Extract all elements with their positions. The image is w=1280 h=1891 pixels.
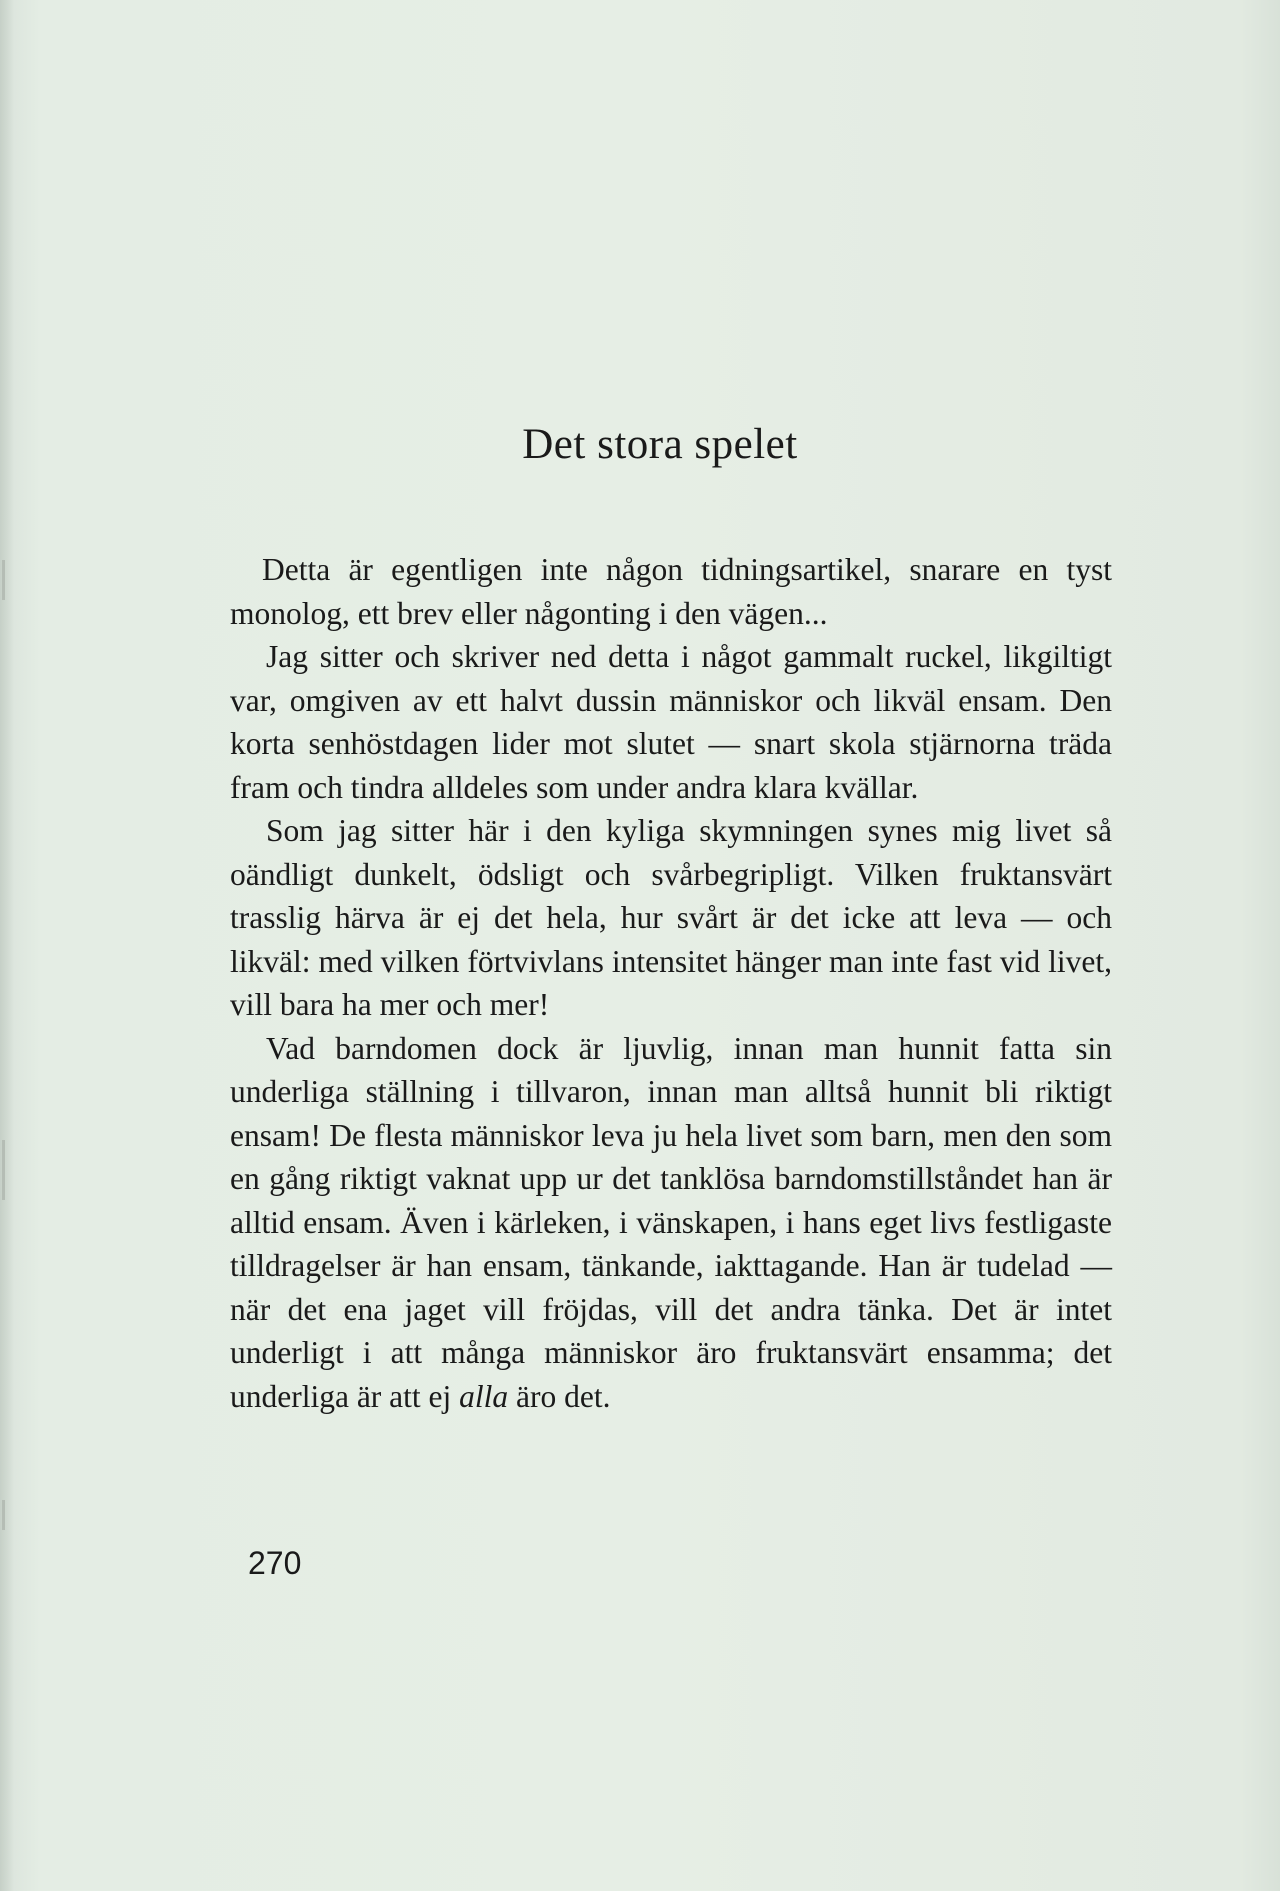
paragraph: Jag sitter och skriver ned detta i något gammalt ruckel, likgiltigt var, omgiven av ett halvt dussin människor och likväl ensam. Den korta senhöstdagen lider mot slutet — snart skola stjärnorna träda fram och tindra alldeles som under andra klara kvällar.: [230, 639, 1112, 805]
body-text: [230, 548, 1112, 1418]
page-edge-mark: [2, 1140, 5, 1200]
page-edge-mark: [2, 560, 5, 600]
paragraph-text: äro det.: [508, 1378, 611, 1414]
emphasized-word: alla: [459, 1378, 509, 1414]
page-edge-shadow: [0, 0, 14, 1891]
chapter-title: Det stora spelet: [522, 421, 798, 468]
page-number: 270: [248, 1545, 302, 1581]
page-edge-mark: [2, 1500, 5, 1530]
paragraph: Detta är egentligen inte någon tidningsartikel, snarare en tyst monolog, ett brev eller någonting i den vägen...: [230, 552, 1112, 631]
paragraph-text: Vad barndomen dock är ljuvlig, innan man hunnit fatta sin underliga ställning i tillvaron, innan man alltså hunnit bli riktigt ensam! De flesta människor leva ju hela livet som barn, men den som en gång riktigt vaknat upp ur det tanklösa barndomstillståndet han är alltid ensam. Även i kärleken, i vänskapen, i hans eget livs festligaste tilldragelser är han ensam, tänkande, iakttagande. Han är tudelad — när det ena jaget vill fröjdas, vill det andra tänka. Det är intet underligt i att många människor äro fruktansvärt ensamma; det underliga är att ej: [230, 1030, 1112, 1414]
paragraph: [230, 1027, 1112, 1419]
paragraph: Som jag sitter här i den kyliga skymningen synes mig livet så oändligt dunkelt, ödsligt och svårbegripligt. Vilken fruktansvärt trasslig härva är ej det hela, hur svårt är det icke att leva — och likväl: med vilken förtvivlans intensitet hänger man inte fast vid livet, vill bara ha mer och mer!: [230, 813, 1112, 1022]
